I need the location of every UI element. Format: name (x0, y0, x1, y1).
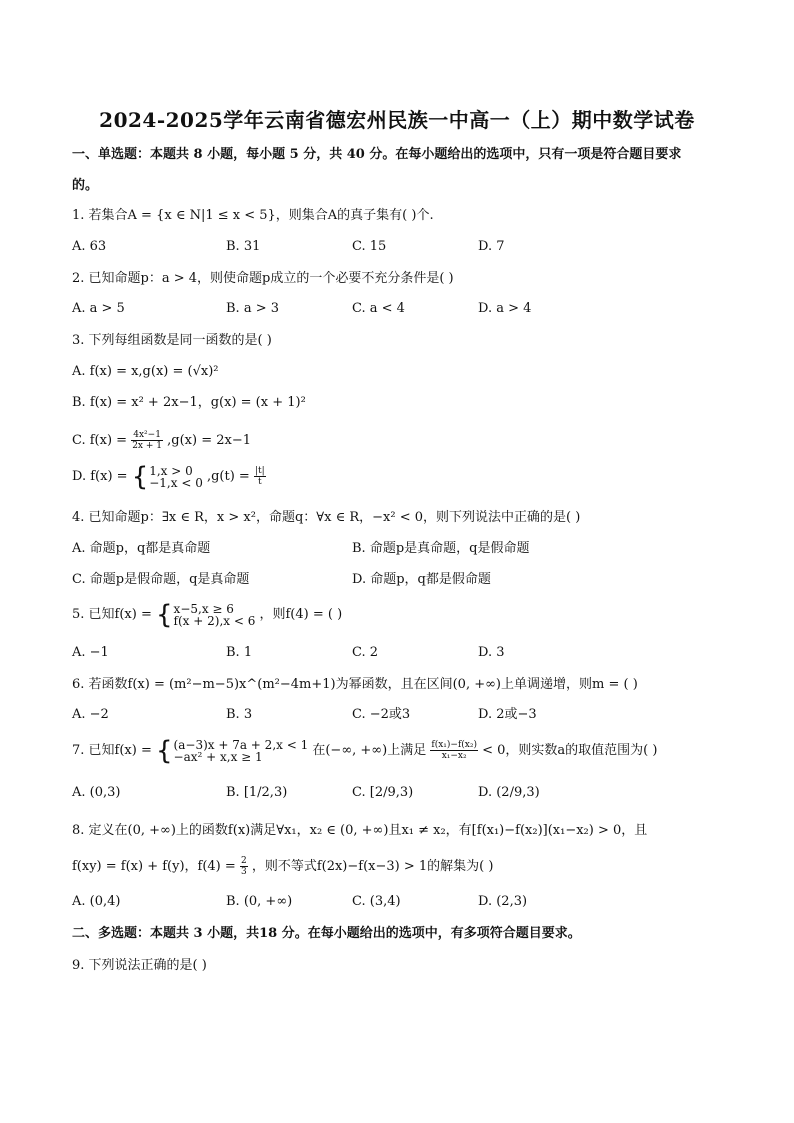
q7-stem-prefix: 7. 已知f(x) = (72, 743, 152, 758)
q7-cases (174, 739, 309, 763)
q7-option-b: B. [1/2,3) (226, 785, 288, 800)
q8-option-d: D. (2,3) (478, 894, 528, 909)
section1-heading-cont: 的。 (72, 178, 99, 193)
q5-case-1: x−5,x ≥ 6 (173, 601, 234, 616)
q7-stem-mid: 在(−∞, +∞)上满足 (312, 743, 427, 758)
q7-numerator: f(x₁)−f(x₂) (431, 740, 477, 750)
q5-option-a: A. −1 (72, 645, 109, 660)
q8-denominator: 3 (240, 867, 247, 877)
q1-option-b: B. 31 (226, 239, 261, 254)
left-brace-glyph: { (156, 735, 173, 766)
question-8-stem-line-2 (72, 854, 732, 880)
q5-stem-prefix: 5. 已知f(x) = (72, 607, 152, 622)
q6-option-b: B. 3 (226, 707, 253, 722)
q7-option-d: D. (2/9,3) (478, 785, 540, 800)
q4-option-c: C. 命题p是假命题，q是真命题 (72, 572, 250, 587)
q3-option-d-case-2: −1,x < 0 (149, 475, 203, 490)
q8-option-b: B. (0, +∞) (226, 894, 293, 909)
q2-option-a: A. a > 5 (72, 301, 125, 316)
q3-option-c-fraction (131, 430, 163, 451)
exam-title: 2024-2025学年云南省德宏州民族一中高一（上）期中数学试卷 (99, 108, 695, 132)
q3-option-d-fraction (254, 466, 266, 487)
question-2-stem: 2. 已知命题p：a > 4，则使命题p成立的一个必要不充分条件是( ) (72, 271, 454, 286)
question-6-stem: 6. 若函数f(x) = (m²−m−5)x^(m²−4m+1)为幂函数，且在区间(0, +∞)上单调递增，则m = ( ) (72, 677, 638, 692)
q6-option-c: C. −2或3 (352, 707, 411, 722)
q1-option-c: C. 15 (352, 239, 387, 254)
q3-option-c-denominator: 2x + 1 (132, 441, 162, 451)
question-9-stem: 9. 下列说法正确的是( ) (72, 958, 207, 973)
q7-case-2: −ax² + x,x ≥ 1 (173, 749, 263, 764)
q3-option-c-prefix: C. f(x) = (72, 433, 128, 448)
question-3-stem: 3. 下列每组函数是同一函数的是( ) (72, 333, 272, 348)
q7-stem-suffix: < 0，则实数a的取值范围为( ) (482, 743, 658, 758)
q7-case-1: (a−3)x + 7a + 2,x < 1 (173, 737, 309, 752)
q3-option-d-cases (149, 465, 203, 489)
q4-option-d: D. 命题p，q都是假命题 (352, 572, 491, 587)
question-7-stem (72, 737, 732, 765)
section2-heading: 二、多选题：本题共 3 小题，共18 分。在每小题给出的选项中，有多项符合题目要求。 (72, 926, 581, 941)
q3-option-d (72, 463, 732, 491)
q3-option-c-numerator: 4x²−1 (131, 430, 163, 441)
q8-option-a: A. (0,4) (72, 894, 121, 909)
q8-fraction (240, 856, 248, 877)
q3-option-b: B. f(x) = x² + 2x−1，g(x) = (x + 1)² (72, 395, 306, 410)
q2-option-c: C. a < 4 (352, 301, 405, 316)
q6-option-d: D. 2或−3 (478, 707, 537, 722)
q7-option-a: A. (0,3) (72, 785, 121, 800)
q5-case-2: f(x + 2),x < 6 (173, 613, 256, 628)
q5-option-c: C. 2 (352, 645, 379, 660)
section1-heading: 一、单选题：本题共 8 小题，每小题 5 分，共 40 分。在每小题给出的选项中，只有一项是符合题目要求 (72, 147, 682, 162)
q8-line-2-suffix: ，则不等式f(2x)−f(x−3) > 1的解集为( ) (251, 859, 494, 874)
q7-option-c: C. [2/9,3) (352, 785, 414, 800)
q7-fraction (430, 740, 478, 761)
question-5-stem (72, 601, 732, 629)
q6-option-a: A. −2 (72, 707, 109, 722)
q3-option-c-suffix: ,g(x) = 2x−1 (167, 433, 251, 448)
q8-line-2-prefix: f(xy) = f(x) + f(y)，f(4) = (72, 859, 236, 874)
q1-option-a: A. 63 (72, 239, 107, 254)
question-1-stem: 1. 若集合A = {x ∈ N|1 ≤ x < 5}，则集合A的真子集有( )个. (72, 208, 434, 223)
question-8-stem-line-1: 8. 定义在(0, +∞)上的函数f(x)满足∀x₁，x₂ ∈ (0, +∞)且x₁ ≠ x₂，有[f(x₁)−f(x₂)](x₁−x₂) > 0，且 (72, 823, 648, 838)
q7-denominator: x₁−x₂ (441, 751, 467, 761)
q5-option-d: D. 3 (478, 645, 505, 660)
q3-option-d-numerator: |t| (254, 466, 265, 476)
q4-option-b: B. 命题p是真命题，q是假命题 (352, 541, 530, 556)
question-4-stem: 4. 已知命题p：∃x ∈ R，x > x²，命题q：∀x ∈ R，−x² < 0，则下列说法中正确的是( ) (72, 510, 581, 525)
q3-option-c (72, 428, 732, 454)
q8-numerator: 2 (240, 856, 247, 866)
q3-option-d-denominator: t (258, 477, 262, 487)
q3-option-a: A. f(x) = x,g(x) = (√x)² (72, 364, 219, 379)
q3-option-d-prefix: D. f(x) = (72, 469, 128, 484)
q1-option-d: D. 7 (478, 239, 505, 254)
q5-stem-suffix: ，则f(4) = ( ) (259, 607, 343, 622)
q4-option-a: A. 命题p，q都是真命题 (72, 541, 211, 556)
q3-option-d-case-1: 1,x > 0 (149, 463, 193, 478)
left-brace-glyph: { (131, 461, 149, 492)
q8-option-c: C. (3,4) (352, 894, 401, 909)
q5-option-b: B. 1 (226, 645, 253, 660)
left-brace-glyph: { (156, 599, 173, 630)
q5-cases (174, 603, 256, 627)
q2-option-d: D. a > 4 (478, 301, 532, 316)
q2-option-b: B. a > 3 (226, 301, 279, 316)
q3-option-d-mid: ,g(t) = (206, 469, 250, 484)
